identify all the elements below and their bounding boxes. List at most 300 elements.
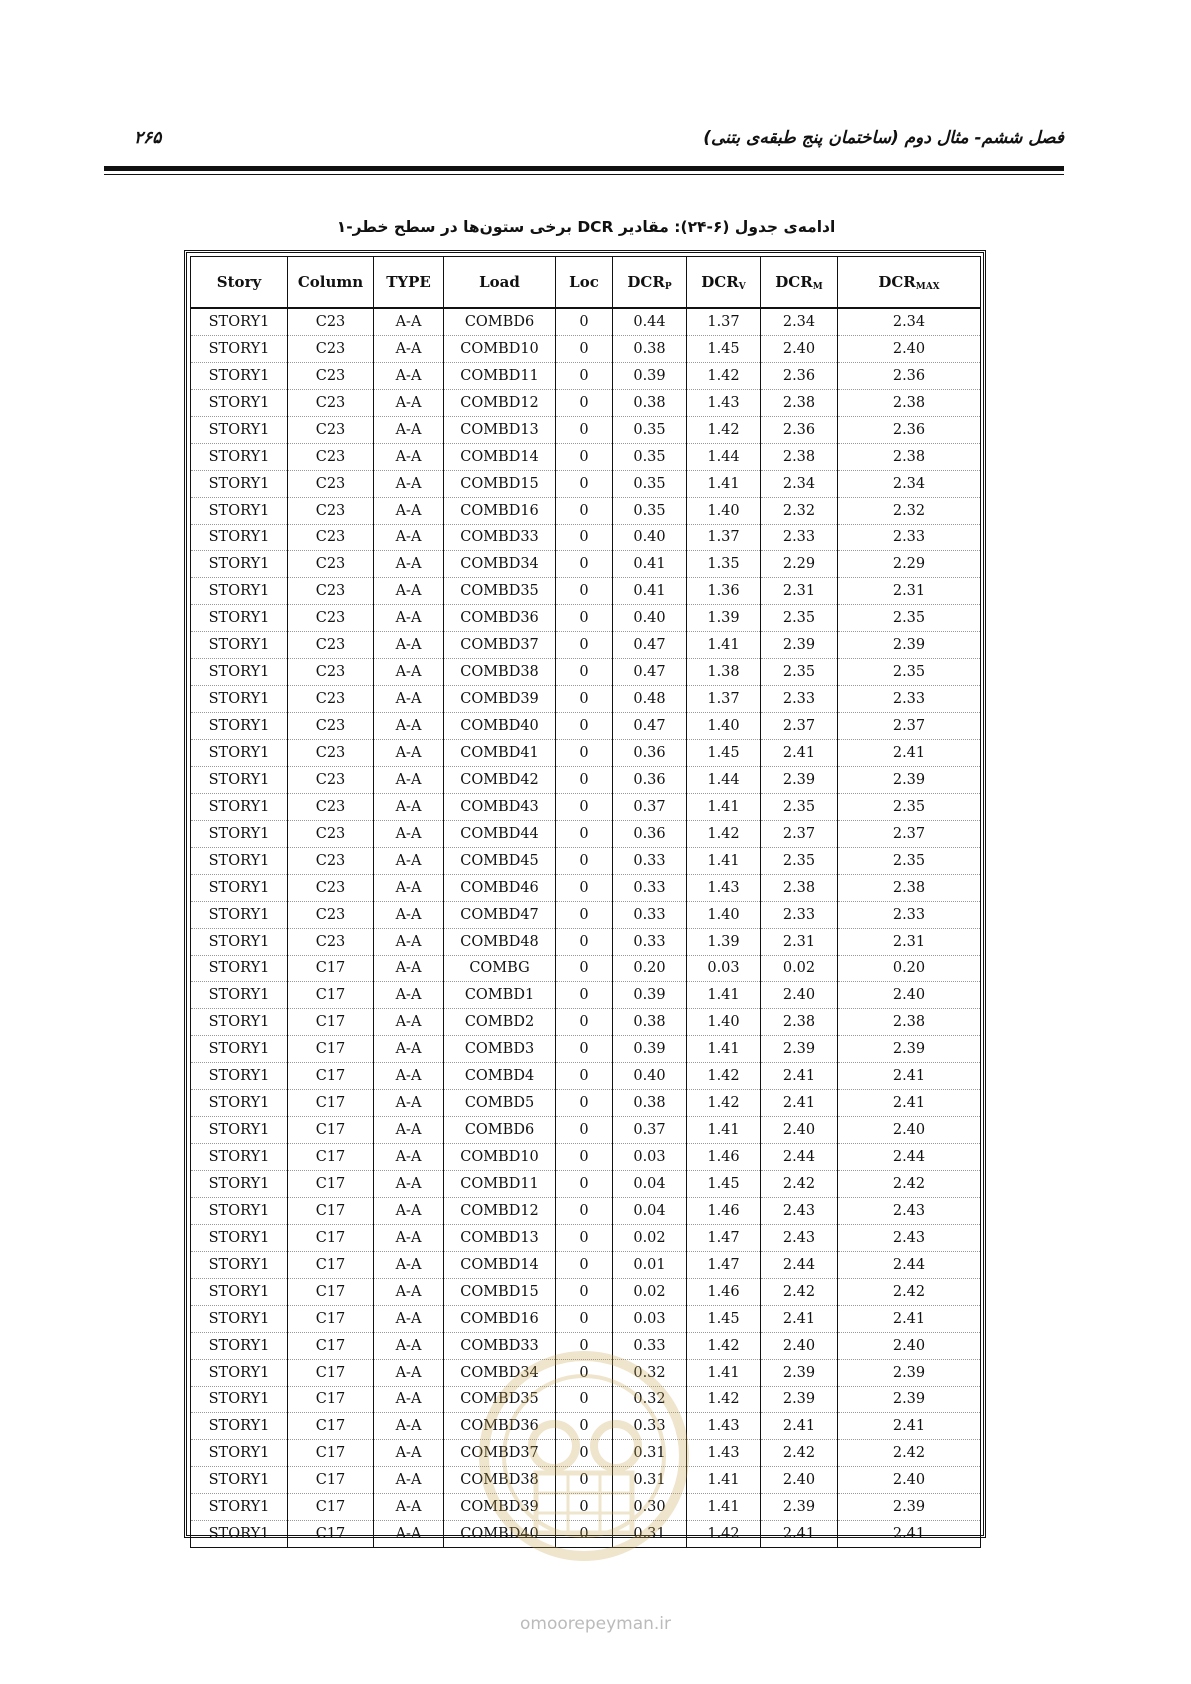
cell-loc: 0: [556, 1171, 613, 1198]
cell-column: C23: [288, 335, 374, 362]
cell-type: A-A: [374, 901, 444, 928]
cell-dcr-v: 1.41: [687, 632, 761, 659]
table-row: [191, 524, 981, 551]
cell-dcr-max: 2.41: [838, 1305, 981, 1332]
cell-load: COMBD38: [444, 1467, 556, 1494]
table-row: [191, 1305, 981, 1332]
table-row: [191, 1036, 981, 1063]
cell-dcr-m: 2.43: [761, 1197, 838, 1224]
cell-loc: 0: [556, 1305, 613, 1332]
cell-loc: 0: [556, 740, 613, 767]
cell-load: COMBD35: [444, 1386, 556, 1413]
cell-story: STORY1: [191, 659, 288, 686]
cell-type: A-A: [374, 605, 444, 632]
cell-load: COMBD15: [444, 470, 556, 497]
cell-column: C17: [288, 955, 374, 982]
cell-loc: 0: [556, 1440, 613, 1467]
cell-dcr-v: 1.45: [687, 335, 761, 362]
cell-dcr-m: 2.36: [761, 416, 838, 443]
cell-dcr-p: 0.36: [613, 740, 687, 767]
cell-column: C17: [288, 1494, 374, 1521]
cell-dcr-m: 2.39: [761, 1386, 838, 1413]
cell-type: A-A: [374, 1413, 444, 1440]
cell-dcr-max: 2.41: [838, 740, 981, 767]
cell-dcr-m: 2.40: [761, 1467, 838, 1494]
table-row: [191, 793, 981, 820]
cell-loc: 0: [556, 1413, 613, 1440]
cell-dcr-max: 2.39: [838, 766, 981, 793]
cell-dcr-max: 2.43: [838, 1224, 981, 1251]
cell-loc: 0: [556, 443, 613, 470]
table-row: [191, 659, 981, 686]
cell-dcr-m: 2.41: [761, 1063, 838, 1090]
cell-story: STORY1: [191, 389, 288, 416]
cell-dcr-max: 2.36: [838, 416, 981, 443]
table-row: [191, 1197, 981, 1224]
cell-type: A-A: [374, 686, 444, 713]
cell-dcr-v: 1.39: [687, 928, 761, 955]
cell-loc: 0: [556, 1278, 613, 1305]
page-header: [104, 128, 1064, 158]
table-row: [191, 443, 981, 470]
cell-column: C23: [288, 551, 374, 578]
cell-load: COMBD2: [444, 1009, 556, 1036]
cell-dcr-v: 1.42: [687, 1386, 761, 1413]
cell-load: COMBD34: [444, 551, 556, 578]
cell-type: A-A: [374, 766, 444, 793]
cell-column: C17: [288, 1197, 374, 1224]
cell-dcr-v: 1.40: [687, 901, 761, 928]
cell-dcr-m: 2.41: [761, 1521, 838, 1548]
cell-dcr-max: 2.39: [838, 1494, 981, 1521]
cell-story: STORY1: [191, 1440, 288, 1467]
cell-column: C23: [288, 901, 374, 928]
cell-loc: 0: [556, 1359, 613, 1386]
cell-dcr-max: 2.44: [838, 1251, 981, 1278]
cell-story: STORY1: [191, 713, 288, 740]
cell-dcr-m: 2.44: [761, 1144, 838, 1171]
cell-story: STORY1: [191, 1413, 288, 1440]
cell-dcr-p: 0.47: [613, 632, 687, 659]
cell-dcr-v: 1.37: [687, 686, 761, 713]
cell-story: STORY1: [191, 551, 288, 578]
cell-dcr-max: 2.35: [838, 847, 981, 874]
cell-loc: 0: [556, 524, 613, 551]
cell-dcr-max: 2.42: [838, 1171, 981, 1198]
cell-loc: 0: [556, 955, 613, 982]
cell-column: C17: [288, 1359, 374, 1386]
cell-loc: 0: [556, 1063, 613, 1090]
cell-dcr-p: 0.35: [613, 470, 687, 497]
cell-column: C17: [288, 1467, 374, 1494]
cell-load: COMBD45: [444, 847, 556, 874]
cell-dcr-v: 1.42: [687, 1090, 761, 1117]
cell-load: COMBD6: [444, 308, 556, 335]
cell-loc: 0: [556, 901, 613, 928]
cell-dcr-max: 2.35: [838, 793, 981, 820]
cell-story: STORY1: [191, 1090, 288, 1117]
cell-dcr-p: 0.31: [613, 1521, 687, 1548]
table-row: [191, 1063, 981, 1090]
cell-story: STORY1: [191, 605, 288, 632]
cell-story: STORY1: [191, 1278, 288, 1305]
cell-story: STORY1: [191, 1197, 288, 1224]
cell-load: COMBD41: [444, 740, 556, 767]
cell-loc: 0: [556, 497, 613, 524]
table-row: [191, 362, 981, 389]
cell-dcr-m: 2.39: [761, 1494, 838, 1521]
cell-dcr-max: 2.44: [838, 1144, 981, 1171]
cell-type: A-A: [374, 1197, 444, 1224]
cell-type: A-A: [374, 524, 444, 551]
cell-type: A-A: [374, 308, 444, 335]
header-dcr-max: $DCR_{MAX}$: [838, 257, 981, 309]
cell-dcr-max: 2.39: [838, 1359, 981, 1386]
cell-type: A-A: [374, 659, 444, 686]
cell-dcr-v: 1.41: [687, 982, 761, 1009]
cell-type: A-A: [374, 982, 444, 1009]
cell-dcr-v: 1.42: [687, 1063, 761, 1090]
cell-dcr-m: 2.33: [761, 901, 838, 928]
cell-type: A-A: [374, 578, 444, 605]
cell-dcr-p: 0.03: [613, 1144, 687, 1171]
table-row: [191, 686, 981, 713]
cell-dcr-max: 2.42: [838, 1278, 981, 1305]
cell-column: C17: [288, 1251, 374, 1278]
cell-story: STORY1: [191, 982, 288, 1009]
cell-story: STORY1: [191, 335, 288, 362]
dcr-table-frame: [184, 250, 986, 1543]
cell-load: COMBD39: [444, 686, 556, 713]
cell-dcr-v: 1.42: [687, 362, 761, 389]
table-row: [191, 632, 981, 659]
cell-dcr-max: 2.41: [838, 1063, 981, 1090]
cell-story: STORY1: [191, 497, 288, 524]
table-row: [191, 1278, 981, 1305]
cell-story: STORY1: [191, 578, 288, 605]
cell-loc: 0: [556, 1197, 613, 1224]
header-story: Story: [191, 257, 288, 309]
cell-story: STORY1: [191, 1224, 288, 1251]
header-rule-thick: [104, 166, 1064, 171]
cell-dcr-max: 2.32: [838, 497, 981, 524]
cell-dcr-p: 0.36: [613, 766, 687, 793]
cell-story: STORY1: [191, 1117, 288, 1144]
cell-column: C23: [288, 470, 374, 497]
cell-story: STORY1: [191, 1251, 288, 1278]
cell-dcr-p: 0.39: [613, 982, 687, 1009]
cell-dcr-m: 2.42: [761, 1440, 838, 1467]
cell-type: A-A: [374, 820, 444, 847]
cell-dcr-max: 2.41: [838, 1413, 981, 1440]
cell-dcr-v: 1.45: [687, 740, 761, 767]
cell-dcr-p: 0.40: [613, 524, 687, 551]
cell-story: STORY1: [191, 1332, 288, 1359]
cell-type: A-A: [374, 416, 444, 443]
cell-type: A-A: [374, 362, 444, 389]
cell-story: STORY1: [191, 686, 288, 713]
table-row: [191, 470, 981, 497]
table-row: [191, 1009, 981, 1036]
cell-dcr-p: 0.20: [613, 955, 687, 982]
cell-type: A-A: [374, 497, 444, 524]
cell-type: A-A: [374, 1359, 444, 1386]
cell-story: STORY1: [191, 1467, 288, 1494]
cell-story: STORY1: [191, 847, 288, 874]
cell-dcr-v: 1.41: [687, 1494, 761, 1521]
cell-column: C17: [288, 1413, 374, 1440]
cell-story: STORY1: [191, 524, 288, 551]
cell-dcr-m: 2.39: [761, 632, 838, 659]
cell-dcr-max: 2.39: [838, 632, 981, 659]
cell-dcr-max: 2.41: [838, 1090, 981, 1117]
cell-type: A-A: [374, 1494, 444, 1521]
cell-dcr-max: 2.35: [838, 659, 981, 686]
cell-dcr-p: 0.02: [613, 1278, 687, 1305]
cell-load: COMBD37: [444, 632, 556, 659]
cell-dcr-max: 2.39: [838, 1386, 981, 1413]
cell-story: STORY1: [191, 632, 288, 659]
cell-dcr-p: 0.40: [613, 605, 687, 632]
cell-loc: 0: [556, 1332, 613, 1359]
cell-column: C23: [288, 928, 374, 955]
cell-dcr-m: 2.41: [761, 1413, 838, 1440]
cell-dcr-m: 2.38: [761, 874, 838, 901]
cell-load: COMBD39: [444, 1494, 556, 1521]
table-row: [191, 1171, 981, 1198]
cell-column: C23: [288, 847, 374, 874]
omoore-peyman-seal-icon: [476, 1348, 692, 1588]
header-type: TYPE: [374, 257, 444, 309]
cell-load: COMBD48: [444, 928, 556, 955]
cell-dcr-max: 2.36: [838, 362, 981, 389]
cell-load: COMBD15: [444, 1278, 556, 1305]
cell-column: C23: [288, 578, 374, 605]
cell-column: C17: [288, 1117, 374, 1144]
cell-dcr-p: 0.04: [613, 1171, 687, 1198]
cell-loc: 0: [556, 551, 613, 578]
cell-load: COMBD11: [444, 1171, 556, 1198]
cell-dcr-max: 0.20: [838, 955, 981, 982]
cell-story: STORY1: [191, 955, 288, 982]
cell-load: COMBD5: [444, 1090, 556, 1117]
cell-type: A-A: [374, 1090, 444, 1117]
cell-loc: 0: [556, 659, 613, 686]
cell-dcr-m: 2.31: [761, 928, 838, 955]
cell-dcr-p: 0.36: [613, 820, 687, 847]
cell-dcr-m: 2.33: [761, 524, 838, 551]
cell-story: STORY1: [191, 1305, 288, 1332]
cell-column: C23: [288, 659, 374, 686]
table-row: [191, 1251, 981, 1278]
cell-story: STORY1: [191, 362, 288, 389]
cell-dcr-m: 2.31: [761, 578, 838, 605]
cell-type: A-A: [374, 1171, 444, 1198]
cell-dcr-v: 1.46: [687, 1197, 761, 1224]
cell-type: A-A: [374, 1009, 444, 1036]
cell-column: C17: [288, 1171, 374, 1198]
cell-dcr-m: 2.35: [761, 659, 838, 686]
cell-dcr-m: 2.40: [761, 1332, 838, 1359]
cell-dcr-max: 2.33: [838, 524, 981, 551]
cell-type: A-A: [374, 1440, 444, 1467]
cell-dcr-v: 1.37: [687, 308, 761, 335]
cell-dcr-p: 0.39: [613, 1036, 687, 1063]
cell-dcr-v: 1.37: [687, 524, 761, 551]
cell-load: COMBD37: [444, 1440, 556, 1467]
cell-type: A-A: [374, 740, 444, 767]
cell-dcr-v: 1.44: [687, 443, 761, 470]
cell-dcr-v: 1.41: [687, 793, 761, 820]
cell-dcr-p: 0.33: [613, 928, 687, 955]
cell-story: STORY1: [191, 416, 288, 443]
cell-dcr-m: 2.40: [761, 335, 838, 362]
cell-dcr-p: 0.47: [613, 659, 687, 686]
cell-dcr-v: 1.46: [687, 1144, 761, 1171]
cell-loc: 0: [556, 820, 613, 847]
cell-story: STORY1: [191, 1009, 288, 1036]
cell-dcr-v: 1.40: [687, 713, 761, 740]
cell-dcr-p: 0.38: [613, 1009, 687, 1036]
cell-load: COMBD36: [444, 605, 556, 632]
cell-dcr-p: 0.35: [613, 416, 687, 443]
cell-dcr-p: 0.33: [613, 847, 687, 874]
cell-loc: 0: [556, 686, 613, 713]
cell-type: A-A: [374, 335, 444, 362]
cell-loc: 0: [556, 605, 613, 632]
cell-load: COMBD40: [444, 713, 556, 740]
cell-loc: 0: [556, 1144, 613, 1171]
cell-dcr-max: 2.41: [838, 1521, 981, 1548]
cell-column: C23: [288, 524, 374, 551]
cell-type: A-A: [374, 713, 444, 740]
cell-load: COMBD14: [444, 1251, 556, 1278]
cell-dcr-m: 2.38: [761, 1009, 838, 1036]
cell-dcr-p: 0.47: [613, 713, 687, 740]
cell-column: C23: [288, 605, 374, 632]
cell-loc: 0: [556, 389, 613, 416]
cell-dcr-m: 2.36: [761, 362, 838, 389]
cell-dcr-p: 0.37: [613, 1117, 687, 1144]
cell-dcr-p: 0.44: [613, 308, 687, 335]
cell-load: COMBD4: [444, 1063, 556, 1090]
cell-dcr-p: 0.33: [613, 1332, 687, 1359]
cell-dcr-p: 0.04: [613, 1197, 687, 1224]
cell-load: COMBD33: [444, 1332, 556, 1359]
cell-story: STORY1: [191, 308, 288, 335]
cell-loc: 0: [556, 847, 613, 874]
cell-dcr-v: 1.42: [687, 1521, 761, 1548]
cell-dcr-max: 2.34: [838, 470, 981, 497]
cell-dcr-v: 1.47: [687, 1224, 761, 1251]
cell-dcr-m: 2.39: [761, 1359, 838, 1386]
cell-dcr-m: 2.38: [761, 389, 838, 416]
cell-dcr-max: 2.35: [838, 605, 981, 632]
cell-dcr-max: 2.40: [838, 982, 981, 1009]
cell-type: A-A: [374, 1117, 444, 1144]
cell-type: A-A: [374, 847, 444, 874]
cell-dcr-m: 2.34: [761, 308, 838, 335]
cell-dcr-v: 1.42: [687, 416, 761, 443]
cell-story: STORY1: [191, 1359, 288, 1386]
cell-type: A-A: [374, 470, 444, 497]
cell-column: C17: [288, 1332, 374, 1359]
cell-type: A-A: [374, 389, 444, 416]
cell-dcr-v: 1.39: [687, 605, 761, 632]
cell-load: COMBD36: [444, 1413, 556, 1440]
cell-loc: 0: [556, 335, 613, 362]
cell-loc: 0: [556, 1224, 613, 1251]
cell-load: COMBD10: [444, 335, 556, 362]
table-row: [191, 497, 981, 524]
cell-dcr-m: 2.33: [761, 686, 838, 713]
cell-loc: 0: [556, 1386, 613, 1413]
cell-dcr-m: 2.35: [761, 605, 838, 632]
cell-loc: 0: [556, 1036, 613, 1063]
table-row: [191, 766, 981, 793]
cell-type: A-A: [374, 551, 444, 578]
cell-column: C23: [288, 416, 374, 443]
cell-dcr-p: 0.03: [613, 1305, 687, 1332]
cell-dcr-p: 0.32: [613, 1359, 687, 1386]
cell-loc: 0: [556, 982, 613, 1009]
cell-dcr-max: 2.37: [838, 820, 981, 847]
cell-loc: 0: [556, 416, 613, 443]
table-row: [191, 820, 981, 847]
cell-dcr-max: 2.40: [838, 335, 981, 362]
cell-type: A-A: [374, 793, 444, 820]
cell-column: C17: [288, 1036, 374, 1063]
cell-column: C17: [288, 982, 374, 1009]
cell-column: C17: [288, 1440, 374, 1467]
cell-dcr-p: 0.31: [613, 1440, 687, 1467]
cell-story: STORY1: [191, 1494, 288, 1521]
page-number: ۲۶۵: [134, 128, 162, 148]
cell-dcr-p: 0.31: [613, 1467, 687, 1494]
cell-dcr-v: 1.42: [687, 1332, 761, 1359]
cell-loc: 0: [556, 1251, 613, 1278]
cell-dcr-max: 2.31: [838, 578, 981, 605]
cell-loc: 0: [556, 1117, 613, 1144]
cell-dcr-m: 2.37: [761, 820, 838, 847]
table-row: [191, 1090, 981, 1117]
cell-column: C23: [288, 362, 374, 389]
cell-dcr-max: 2.38: [838, 874, 981, 901]
watermark-site: omoorepeyman.ir: [519, 1614, 672, 1634]
cell-story: STORY1: [191, 766, 288, 793]
cell-dcr-v: 1.40: [687, 1009, 761, 1036]
cell-story: STORY1: [191, 1144, 288, 1171]
cell-dcr-v: 1.40: [687, 497, 761, 524]
cell-type: A-A: [374, 1278, 444, 1305]
cell-column: C23: [288, 820, 374, 847]
cell-dcr-m: 2.41: [761, 1090, 838, 1117]
cell-loc: 0: [556, 766, 613, 793]
cell-dcr-p: 0.35: [613, 497, 687, 524]
cell-story: STORY1: [191, 874, 288, 901]
cell-dcr-p: 0.38: [613, 389, 687, 416]
header-dcr-v: $DCR_V$: [687, 257, 761, 309]
cell-loc: 0: [556, 1009, 613, 1036]
cell-load: COMBD1: [444, 982, 556, 1009]
cell-dcr-v: 1.41: [687, 1359, 761, 1386]
cell-load: COMBD33: [444, 524, 556, 551]
cell-dcr-p: 0.41: [613, 578, 687, 605]
cell-dcr-p: 0.02: [613, 1224, 687, 1251]
cell-loc: 0: [556, 632, 613, 659]
cell-dcr-v: 1.41: [687, 1117, 761, 1144]
table-caption: ادامه‌ی جدول (۶-۲۴): مقادیر DCR برخی ستون‌ها در سطح خطر-۱: [336, 218, 836, 236]
